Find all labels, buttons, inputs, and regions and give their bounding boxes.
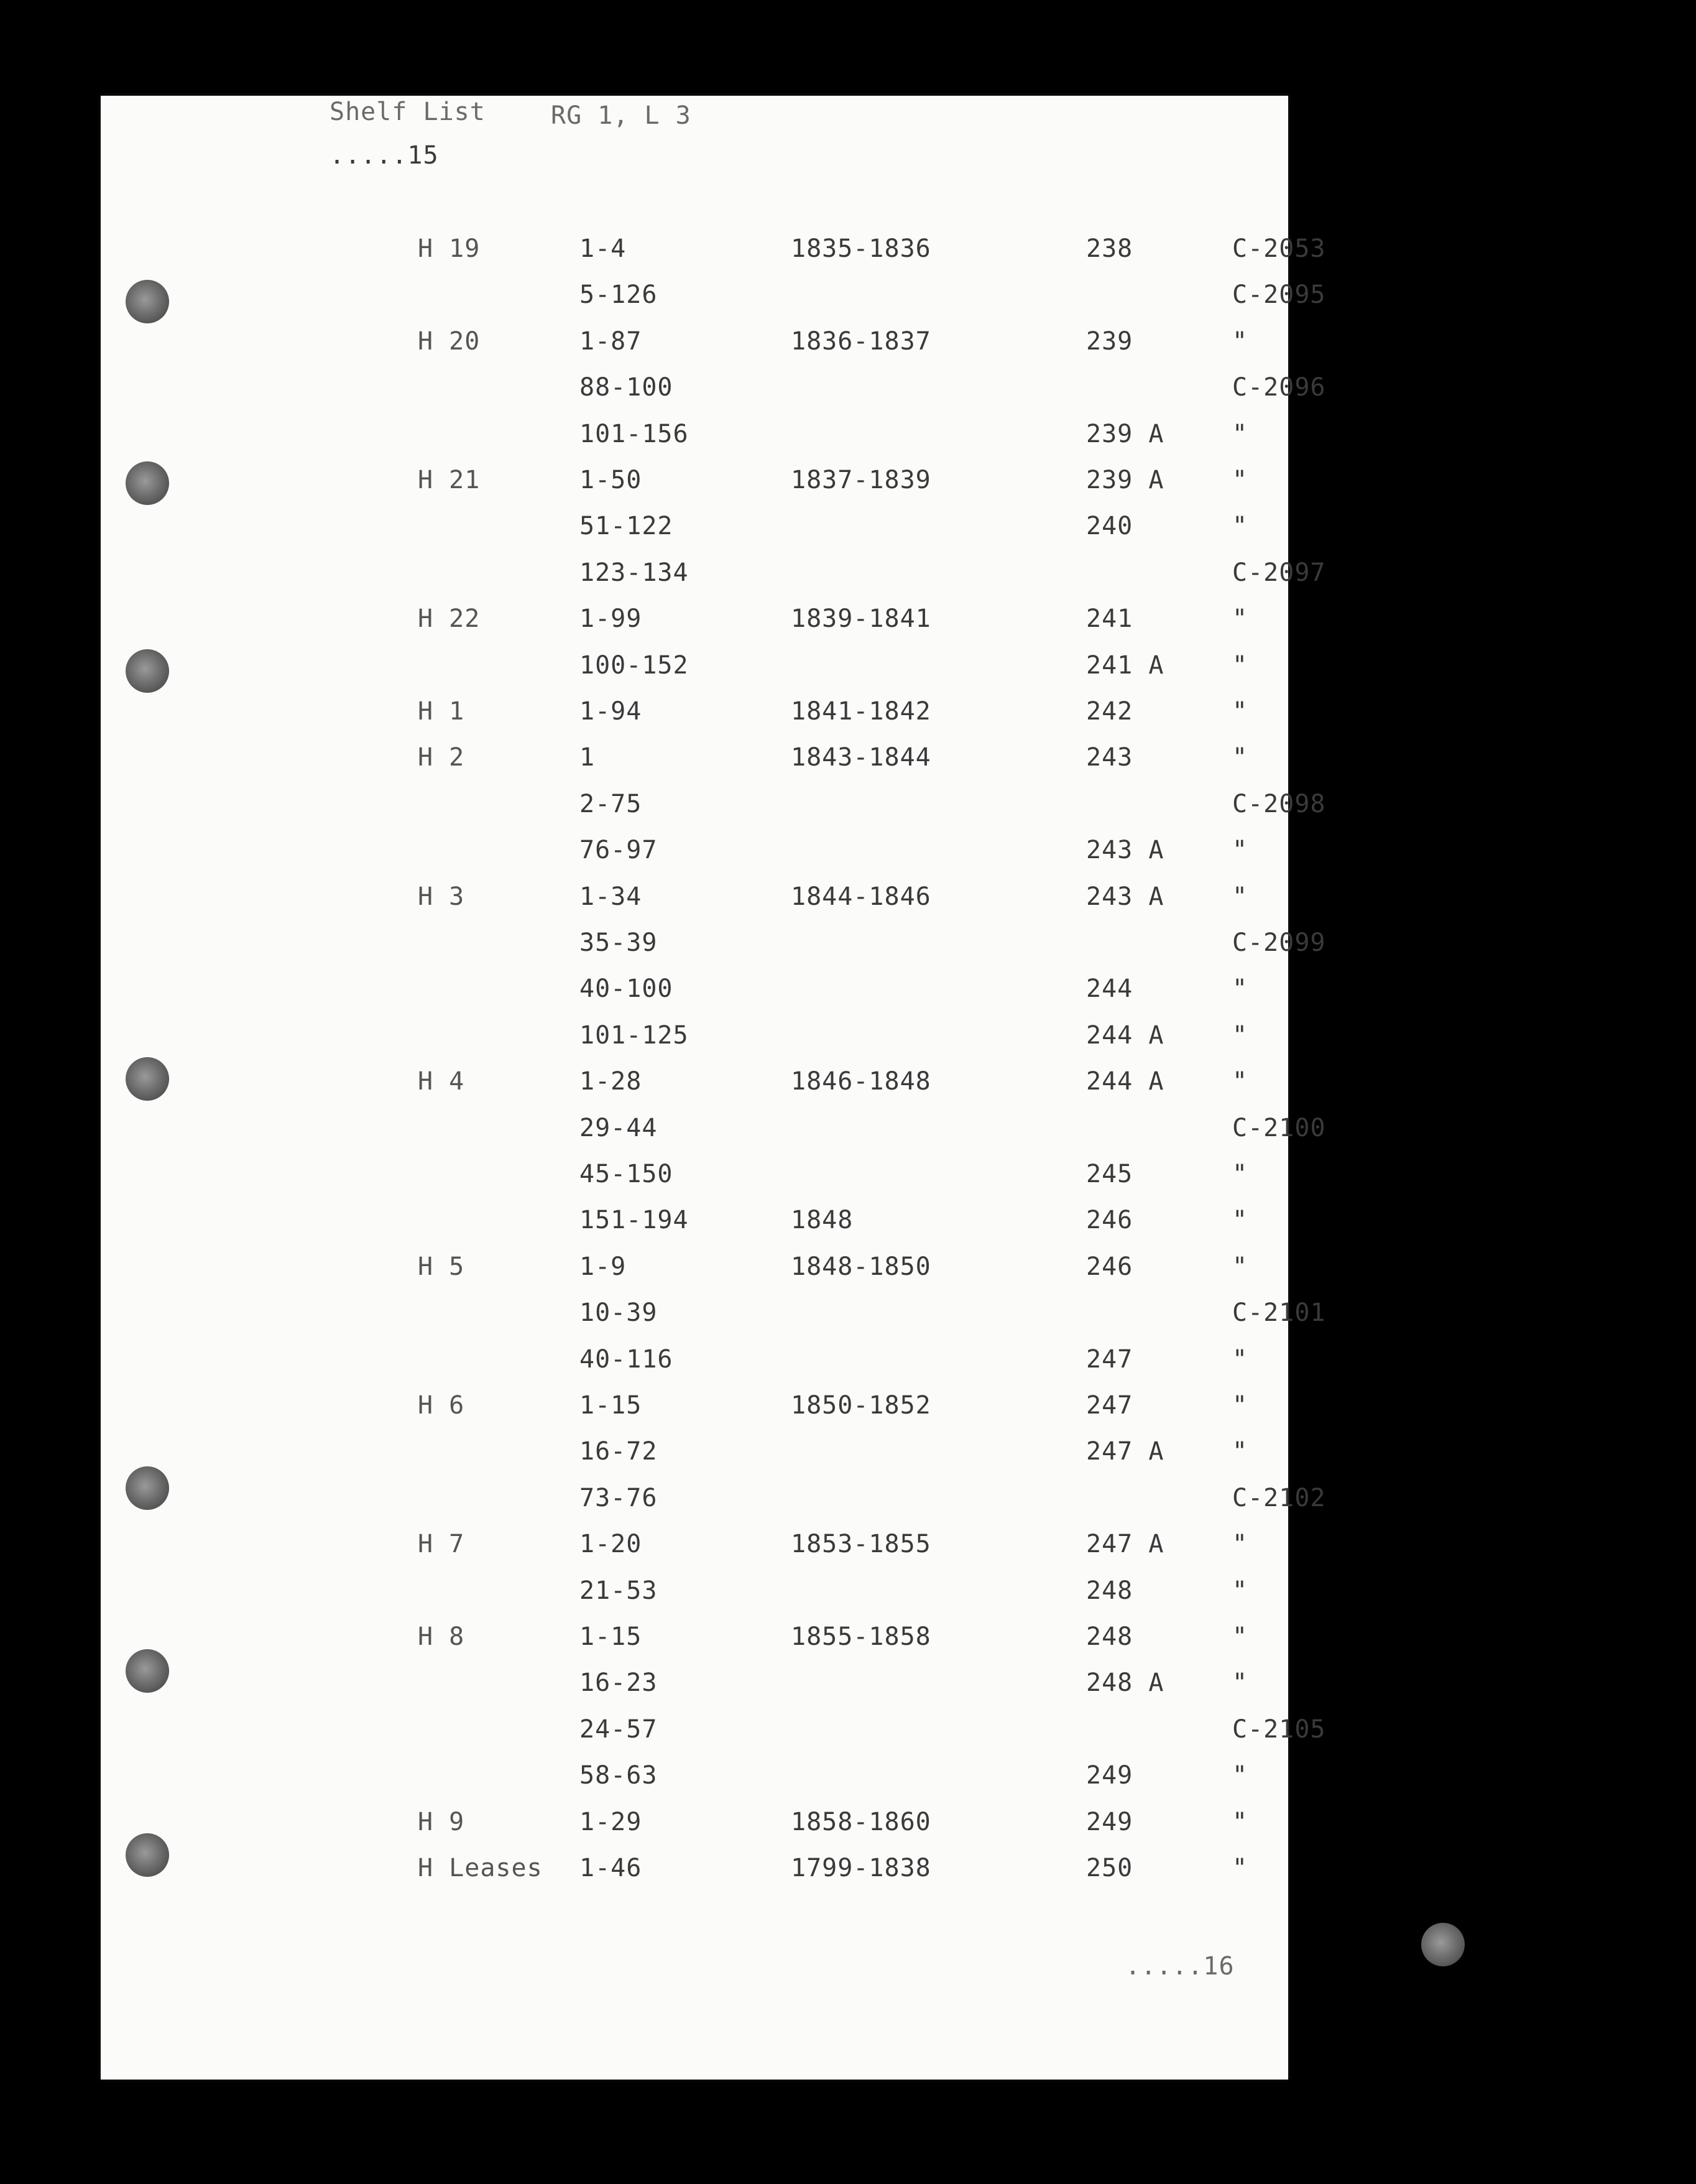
cell-box: H 21 bbox=[418, 466, 481, 494]
cell-dates: 1843-1844 bbox=[791, 743, 931, 772]
table-row bbox=[101, 1439, 1288, 1476]
cell-items: 1-4 bbox=[579, 234, 627, 263]
cell-reel: C-2105 bbox=[1232, 1714, 1326, 1744]
cell-items: 1 bbox=[579, 743, 596, 772]
table-row bbox=[101, 1483, 1326, 1523]
cell-reel: " bbox=[1232, 1437, 1248, 1466]
binder-hole-icon bbox=[126, 1057, 169, 1101]
table-row bbox=[101, 976, 1288, 1014]
cell-dates: 1835-1836 bbox=[791, 234, 931, 263]
table-row bbox=[101, 650, 1288, 690]
cell-box: H Leases bbox=[418, 1854, 543, 1882]
table-row bbox=[101, 1254, 1288, 1292]
cell-volume: 241 A bbox=[1086, 650, 1164, 680]
cell-box: H 8 bbox=[418, 1622, 465, 1651]
cell-reel: " bbox=[1232, 650, 1248, 680]
table-row bbox=[101, 789, 1326, 829]
table-row bbox=[101, 1113, 1326, 1153]
cell-reel: C-2053 bbox=[1232, 234, 1326, 263]
table-row bbox=[101, 1856, 1288, 1893]
table-row bbox=[101, 1670, 1288, 1708]
cell-volume: 244 A bbox=[1086, 1067, 1164, 1096]
cell-volume: 243 bbox=[1086, 743, 1133, 772]
cell-dates: 1848 bbox=[791, 1206, 854, 1235]
cell-reel: " bbox=[1232, 466, 1248, 494]
cell-items: 5-126 bbox=[579, 280, 658, 310]
cell-items: 24-57 bbox=[579, 1714, 658, 1744]
cell-volume: 238 bbox=[1086, 234, 1133, 263]
cell-items: 40-100 bbox=[579, 974, 673, 1004]
table-row bbox=[101, 699, 1288, 736]
cell-volume: 243 A bbox=[1086, 836, 1164, 865]
shelf-list-table bbox=[101, 96, 1326, 2080]
cell-items: 1-15 bbox=[579, 1622, 642, 1651]
binder-hole-icon bbox=[126, 649, 169, 693]
cell-dates: 1839-1841 bbox=[791, 604, 931, 634]
table-row bbox=[101, 373, 1326, 412]
cell-volume: 239 A bbox=[1086, 419, 1164, 448]
cell-reel: " bbox=[1232, 326, 1248, 356]
cell-items: 10-39 bbox=[579, 1298, 658, 1328]
cell-items: 21-53 bbox=[579, 1576, 658, 1605]
table-row bbox=[101, 1162, 1288, 1199]
table-row bbox=[101, 745, 1288, 782]
cell-reel: " bbox=[1232, 1530, 1248, 1559]
table-row bbox=[101, 1578, 1288, 1616]
cell-items: 1-20 bbox=[579, 1530, 642, 1559]
binder-hole-icon bbox=[126, 1649, 169, 1693]
table-row bbox=[101, 558, 1326, 598]
cell-items: 123-134 bbox=[579, 558, 689, 587]
cell-reel: " bbox=[1232, 1160, 1248, 1188]
cell-reel: C-2102 bbox=[1232, 1483, 1326, 1512]
table-row bbox=[101, 419, 1288, 459]
cell-box: H 3 bbox=[418, 882, 465, 911]
cell-reel: " bbox=[1232, 1576, 1248, 1605]
cell-items: 151-194 bbox=[579, 1206, 689, 1235]
cell-box: H 5 bbox=[418, 1252, 465, 1281]
cell-reel: " bbox=[1232, 743, 1248, 772]
header-title: Shelf List bbox=[330, 98, 486, 126]
footer-next-page-ref: .....16 bbox=[1125, 1952, 1235, 1981]
cell-reel: " bbox=[1232, 419, 1248, 448]
table-row bbox=[101, 468, 1288, 505]
cell-reel: " bbox=[1232, 1020, 1248, 1050]
cell-items: 51-122 bbox=[579, 512, 673, 541]
table-row bbox=[101, 514, 1288, 551]
cell-items: 40-116 bbox=[579, 1344, 673, 1374]
cell-reel: C-2098 bbox=[1232, 789, 1326, 818]
cell-items: 73-76 bbox=[579, 1483, 658, 1512]
binder-hole-icon bbox=[1421, 1923, 1465, 1966]
cell-reel: " bbox=[1232, 1391, 1248, 1420]
table-row bbox=[101, 1393, 1288, 1430]
table-row bbox=[101, 838, 1288, 875]
cell-reel: " bbox=[1232, 1206, 1248, 1235]
cell-items: 1-94 bbox=[579, 697, 642, 726]
cell-items: 1-9 bbox=[579, 1252, 627, 1281]
cell-reel: " bbox=[1232, 836, 1248, 865]
cell-reel: " bbox=[1232, 1761, 1248, 1790]
table-row bbox=[101, 1714, 1326, 1754]
binder-hole-icon bbox=[126, 1833, 169, 1877]
cell-items: 88-100 bbox=[579, 373, 673, 402]
cell-reel: C-2095 bbox=[1232, 280, 1326, 310]
table-row bbox=[101, 1344, 1288, 1384]
cell-box: H 2 bbox=[418, 743, 465, 772]
table-row bbox=[101, 606, 1288, 644]
cell-items: 1-50 bbox=[579, 466, 642, 494]
cell-items: 1-87 bbox=[579, 326, 642, 356]
cell-reel: " bbox=[1232, 1622, 1248, 1651]
cell-volume: 246 bbox=[1086, 1206, 1133, 1235]
cell-dates: 1836-1837 bbox=[791, 326, 931, 356]
header-record-group: RG 1, L 3 bbox=[551, 101, 691, 130]
cell-items: 101-156 bbox=[579, 419, 689, 448]
cell-reel: " bbox=[1232, 974, 1248, 1004]
cell-items: 16-23 bbox=[579, 1668, 658, 1698]
cell-reel: " bbox=[1232, 1344, 1248, 1374]
cell-items: 101-125 bbox=[579, 1020, 689, 1050]
table-row bbox=[101, 1208, 1288, 1245]
cell-box: H 9 bbox=[418, 1807, 465, 1836]
cell-items: 1-46 bbox=[579, 1854, 642, 1882]
cell-reel: C-2101 bbox=[1232, 1298, 1326, 1328]
table-row bbox=[101, 326, 1288, 366]
binder-hole-icon bbox=[126, 461, 169, 505]
cell-volume: 239 bbox=[1086, 326, 1133, 356]
table-row bbox=[101, 280, 1326, 320]
cell-volume: 250 bbox=[1086, 1854, 1133, 1882]
cell-reel: " bbox=[1232, 697, 1248, 726]
cell-volume: 247 bbox=[1086, 1391, 1133, 1420]
cell-volume: 241 bbox=[1086, 604, 1133, 634]
cell-volume: 249 bbox=[1086, 1761, 1133, 1790]
cell-volume: 244 A bbox=[1086, 1020, 1164, 1050]
cell-volume: 239 A bbox=[1086, 466, 1164, 494]
cell-volume: 246 bbox=[1086, 1252, 1133, 1281]
binder-hole-icon bbox=[126, 280, 169, 323]
cell-reel: " bbox=[1232, 1067, 1248, 1096]
cell-volume: 244 bbox=[1086, 974, 1133, 1004]
cell-items: 1-29 bbox=[579, 1807, 642, 1836]
cell-dates: 1853-1855 bbox=[791, 1530, 931, 1559]
cell-items: 35-39 bbox=[579, 928, 658, 957]
cell-volume: 245 bbox=[1086, 1160, 1133, 1188]
table-row bbox=[101, 1020, 1288, 1060]
cell-reel: " bbox=[1232, 604, 1248, 634]
cell-reel: " bbox=[1232, 1668, 1248, 1698]
cell-items: 2-75 bbox=[579, 789, 642, 818]
cell-items: 16-72 bbox=[579, 1437, 658, 1466]
cell-items: 1-15 bbox=[579, 1391, 642, 1420]
cell-items: 45-150 bbox=[579, 1160, 673, 1188]
cell-volume: 248 A bbox=[1086, 1668, 1164, 1698]
table-row bbox=[101, 884, 1288, 922]
cell-box: H 1 bbox=[418, 697, 465, 726]
cell-dates: 1850-1852 bbox=[791, 1391, 931, 1420]
cell-dates: 1799-1838 bbox=[791, 1854, 931, 1882]
cell-reel: " bbox=[1232, 1252, 1248, 1281]
cell-dates: 1841-1842 bbox=[791, 697, 931, 726]
cell-dates: 1846-1848 bbox=[791, 1067, 931, 1096]
cell-box: H 20 bbox=[418, 326, 481, 356]
cell-reel: " bbox=[1232, 882, 1248, 911]
table-row bbox=[101, 234, 1326, 274]
cell-volume: 249 bbox=[1086, 1807, 1133, 1836]
cell-volume: 248 bbox=[1086, 1622, 1133, 1651]
cell-volume: 247 bbox=[1086, 1344, 1133, 1374]
cell-dates: 1844-1846 bbox=[791, 882, 931, 911]
cell-dates: 1848-1850 bbox=[791, 1252, 931, 1281]
table-row bbox=[101, 1069, 1288, 1106]
cell-dates: 1837-1839 bbox=[791, 466, 931, 494]
binder-hole-icon bbox=[126, 1466, 169, 1510]
cell-reel: C-2096 bbox=[1232, 373, 1326, 402]
cell-reel: C-2097 bbox=[1232, 558, 1326, 587]
table-row bbox=[101, 928, 1326, 968]
cell-reel: " bbox=[1232, 512, 1248, 541]
cell-dates: 1855-1858 bbox=[791, 1622, 931, 1651]
cell-reel: C-2099 bbox=[1232, 928, 1326, 957]
table-row bbox=[101, 1298, 1326, 1338]
cell-items: 1-28 bbox=[579, 1067, 642, 1096]
cell-box: H 7 bbox=[418, 1530, 465, 1559]
cell-dates: 1858-1860 bbox=[791, 1807, 931, 1836]
header-page-ref: .....15 bbox=[330, 141, 439, 170]
table-row bbox=[101, 1532, 1288, 1569]
cell-items: 58-63 bbox=[579, 1761, 658, 1790]
cell-items: 1-99 bbox=[579, 604, 642, 634]
cell-reel: C-2100 bbox=[1232, 1113, 1326, 1142]
cell-volume: 247 A bbox=[1086, 1530, 1164, 1559]
cell-volume: 243 A bbox=[1086, 882, 1164, 911]
document-page bbox=[101, 96, 1326, 2080]
cell-box: H 22 bbox=[418, 604, 481, 634]
cell-reel: " bbox=[1232, 1807, 1248, 1836]
cell-items: 100-152 bbox=[579, 650, 689, 680]
cell-items: 1-34 bbox=[579, 882, 642, 911]
cell-volume: 240 bbox=[1086, 512, 1133, 541]
cell-items: 76-97 bbox=[579, 836, 658, 865]
cell-volume: 242 bbox=[1086, 697, 1133, 726]
cell-items: 29-44 bbox=[579, 1113, 658, 1142]
cell-box: H 19 bbox=[418, 234, 481, 263]
table-row bbox=[101, 1763, 1288, 1800]
cell-volume: 247 A bbox=[1086, 1437, 1164, 1466]
cell-volume: 248 bbox=[1086, 1576, 1133, 1605]
table-row bbox=[101, 1624, 1288, 1662]
cell-box: H 6 bbox=[418, 1391, 465, 1420]
table-row bbox=[101, 1807, 1288, 1847]
cell-reel: " bbox=[1232, 1854, 1248, 1882]
cell-box: H 4 bbox=[418, 1067, 465, 1096]
